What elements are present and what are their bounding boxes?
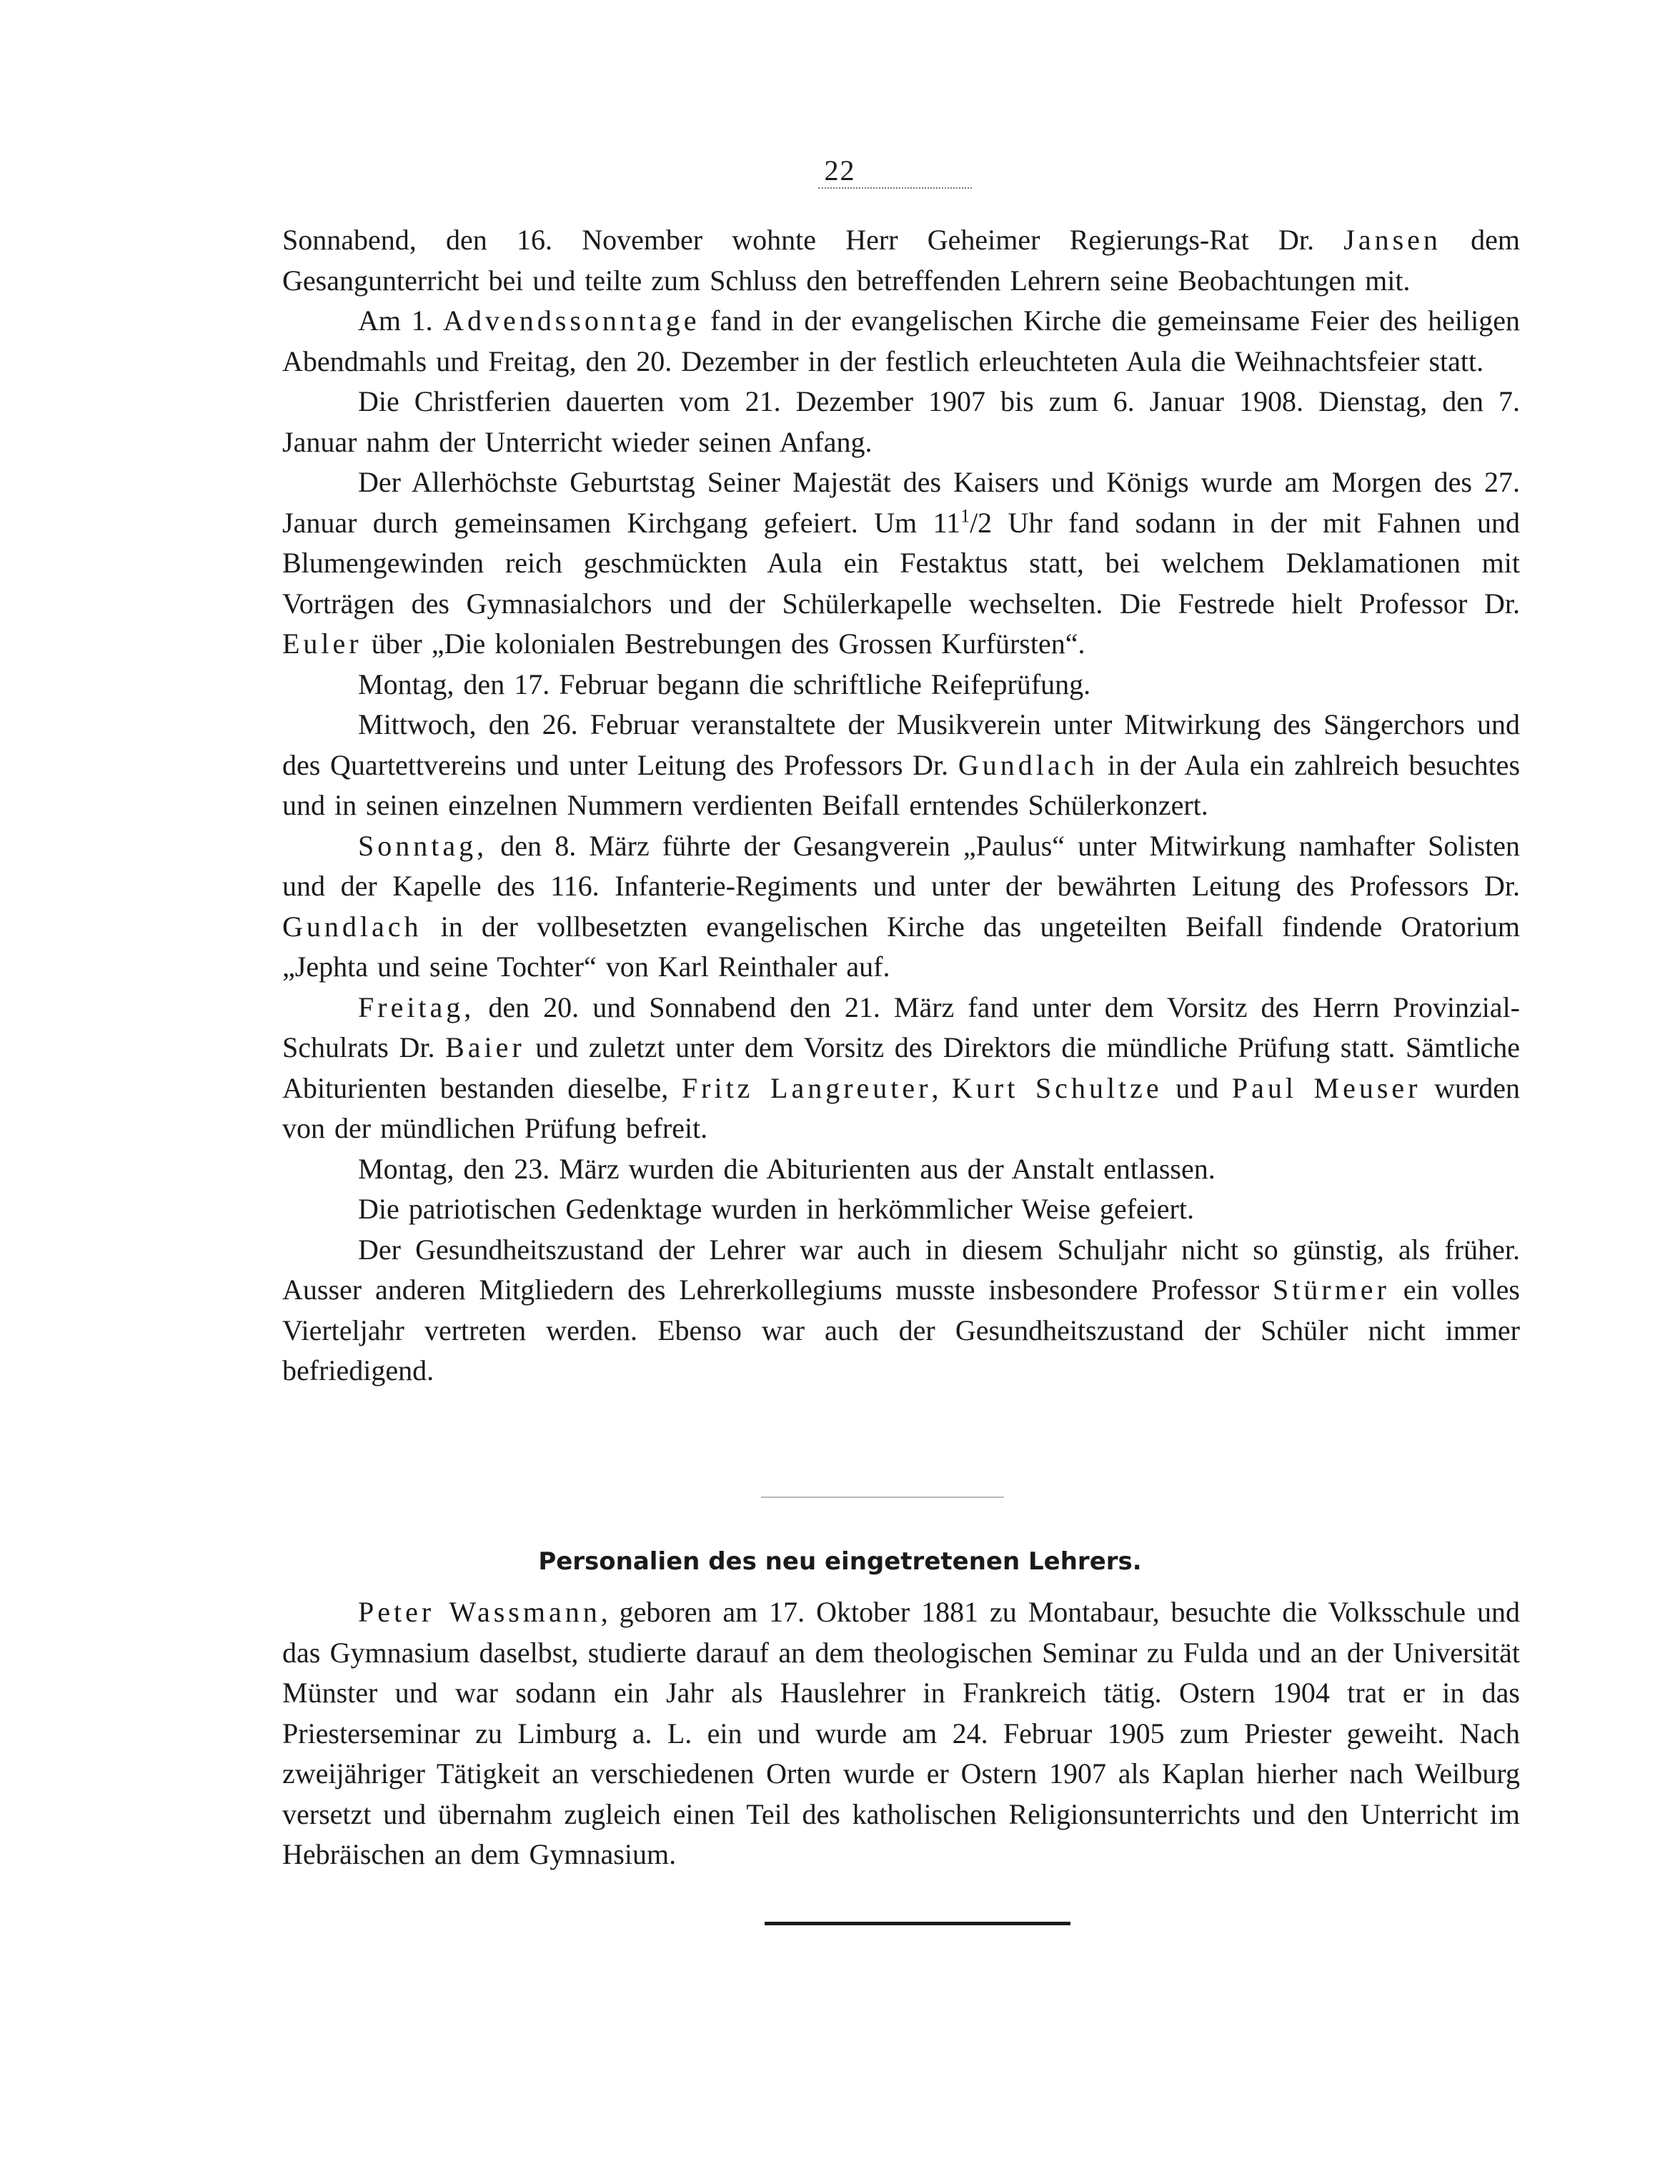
- person-name: Euler: [282, 627, 362, 660]
- page-number: 22: [824, 154, 856, 187]
- school-chronicle: [282, 220, 1520, 1391]
- paragraph-biography: Peter Wassmann, geboren am 17. Oktober 1881 zu Montabaur, besuchte die Volksschule und das Gymnasium daselbst, studierte darauf an dem theologischen Seminar zu Fulda und an der Universität Münster und war sodann ein Jahr als Hauslehrer in Frankreich tätig. Ostern 1904 trat er in das Priesterseminar zu Limburg a. L. ein und wurde am 24. Februar 1905 zum Priester geweiht. Nach zweijähriger Tätigkeit an verschiedenen Orten wurde er Ostern 1907 als Kaplan hierher nach Weilburg versetzt und übernahm zugleich einen Teil des katholischen Religionsunterrichts und den Unterricht im Hebräischen an dem Gymnasium.: [282, 1596, 1520, 1870]
- person-name: Paul Meuser: [1231, 1071, 1421, 1104]
- section-divider: [761, 1496, 1004, 1498]
- person-name: Baier: [445, 1031, 525, 1063]
- paragraph-oral-exam: Freitag, den 20. und Sonnabend den 21. März fand unter dem Vorsitz des Herrn Provinzial-Schulrats Dr. Baier und zuletzt unter dem Vorsitz des Direktors die mündliche Prüfung statt. Sämtliche Abiturienten bestanden dieselbe, Fritz Langreuter, Kurt Schultze und Paul Meuser wurden von der mündlichen Prüfung befreit.: [282, 991, 1521, 1144]
- paragraph-patriotic-days: Die patriotischen Gedenktage wurden in herkömmlicher Weise gefeiert.: [358, 1193, 1194, 1225]
- paragraph-oratorio: Sonntag, den 8. März führte der Gesangverein „Paulus“ unter Mitwirkung namhafter Solisten und der Kapelle des 116. Infanterie-Regiments und unter der bewährten Leitung des Professors Dr. Gundlach in der vollbesetzten evangelischen Kirche das ungeteilten Beifall findende Oratorium „Jephta und seine Tochter“ von Karl Reinthaler auf.: [282, 829, 1520, 983]
- person-name: Gundlach: [958, 748, 1098, 781]
- person-name: Jansen: [1343, 224, 1441, 256]
- person-name: Kurt Schultze: [952, 1071, 1163, 1104]
- paragraph-health: Der Gesundheitszustand der Lehrer war auch in diesem Schuljahr nicht so günstig, als früher. Ausser anderen Mitgliedern des Lehrerkollegiums musste insbesondere Professor Stürmer ein volles Vierteljahr vertreten werden. Ebenso war auch der Gesundheitszustand der Schüler nicht immer befriedigend.: [282, 1233, 1520, 1386]
- paragraph-advent: Am 1. Advendssonntage fand in der evangelischen Kirche die gemeinsame Feier des heiligen Abendmahls und Freitag, den 20. Dezember in der festlich erleuchteten Aula die Weihnachtsfeier statt.: [282, 304, 1521, 377]
- section-heading: Personalien des neu eingetretenen Lehrers.: [538, 1547, 1142, 1576]
- teacher-biography: [282, 1592, 1520, 1875]
- paragraph-graduation: Montag, den 23. März wurden die Abiturienten aus der Anstalt entlassen.: [358, 1152, 1216, 1185]
- page-number-ornament: [818, 187, 972, 189]
- paragraph-christmas-holidays: Die Christferien dauerten vom 21. Dezember 1907 bis zum 6. Januar 1908. Dienstag, den 7. Januar nahm der Unterricht wieder seinen Anfang.: [282, 385, 1520, 458]
- paragraph-concert: Mittwoch, den 26. Februar veranstaltete der Musikverein unter Mitwirkung des Sängerchors und des Quartettvereins und unter Leitung des Professors Dr. Gundlach in der Aula ein zahlreich besuchtes und in seinen einzelnen Nummern verdienten Beifall erntendes Schülerkonzert.: [282, 708, 1521, 821]
- end-rule: [765, 1922, 1070, 1925]
- paragraph-written-exam: Montag, den 17. Februar begann die schriftliche Reifeprüfung.: [358, 667, 1091, 700]
- paragraph-emperor-birthday: Der Allerhöchste Geburtstag Seiner Majestät des Kaisers und Königs wurde am Morgen des 27. Januar durch gemeinsamen Kirchgang gefeiert. Um $11^1/2$ Uhr fand sodann in der mit Fahnen und Blumengewinden reich geschmückten Aula ein Festaktus statt, bei welchem Deklamationen mit Vorträgen des Gymnasialchors und der Schülerkapelle wechselten. Die Festrede hielt Professor Dr. Euler über „Die kolonialen Bestrebungen des Grossen Kurfürsten“.: [282, 466, 1520, 660]
- paragraph-jansen-visit: Sonnabend, den 16. November wohnte Herr Geheimer Regierungs-Rat Dr. Jansen dem Gesangunterricht bei und teilte zum Schluss den betreffenden Lehrern seine Beobachtungen mit.: [282, 224, 1520, 297]
- person-name: Fritz Langreuter: [681, 1071, 932, 1104]
- person-name: Stürmer: [1273, 1274, 1390, 1306]
- person-name: Peter Wassmann: [358, 1596, 601, 1628]
- person-name: Gundlach: [282, 910, 422, 943]
